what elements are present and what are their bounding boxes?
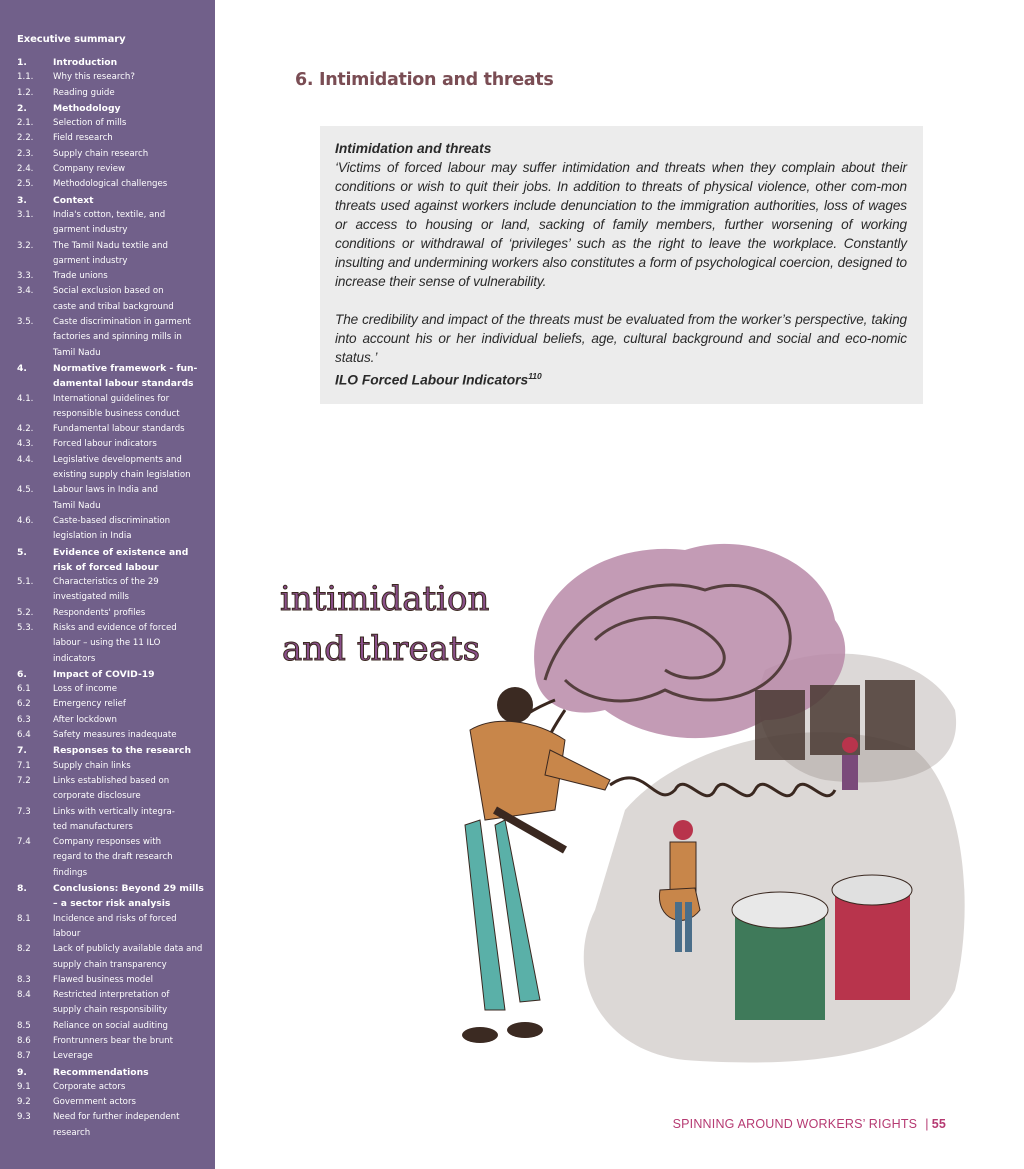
toc-number [0, 330, 53, 345]
toc-item[interactable] [0, 1049, 215, 1064]
toc-item[interactable] [0, 1126, 215, 1141]
toc-label: Labour laws in India and [53, 485, 158, 496]
toc-item[interactable] [0, 835, 215, 850]
toc-item[interactable] [0, 162, 215, 177]
toc-number: 5.1. [17, 577, 34, 588]
toc-label: Reliance on social auditing [53, 1020, 168, 1031]
quote-box [320, 126, 923, 404]
toc-number: 3.4. [17, 286, 34, 297]
supervisor-figure [462, 687, 610, 1043]
toc-item[interactable] [0, 912, 215, 927]
toc-item[interactable] [0, 468, 215, 483]
toc-number: 6.2 [17, 699, 31, 710]
toc-item[interactable] [0, 376, 215, 391]
toc-label: ted manufacturers [53, 821, 133, 832]
toc-number [0, 254, 53, 269]
page-footer [673, 1117, 946, 1131]
toc-label: Risks and evidence of forced [53, 622, 177, 633]
toc-label: Restricted interpretation of [53, 990, 170, 1001]
toc-item[interactable] [0, 606, 215, 621]
toc-item[interactable] [0, 131, 215, 146]
toc-executive-summary[interactable]: Executive summary [17, 34, 126, 45]
toc-item[interactable] [0, 70, 215, 85]
toc-number: 6. [17, 668, 27, 680]
toc-number: 3. [17, 194, 27, 206]
toc-number: 8.7 [17, 1051, 31, 1062]
toc-number: 3.5. [17, 317, 34, 328]
toc-number: 9.1 [17, 1081, 31, 1092]
distant-worker-figure [842, 737, 858, 790]
toc-number [0, 1126, 53, 1141]
section-title: 6. Intimidation and threats [295, 70, 554, 90]
toc-number [0, 866, 53, 881]
toc-number: 4.5. [17, 485, 34, 496]
toc-item[interactable] [0, 407, 215, 422]
toc-label: Reading guide [53, 87, 115, 98]
toc-number: 4.1. [17, 393, 34, 404]
toc-item[interactable] [0, 55, 215, 70]
toc-number: 3.3. [17, 271, 34, 282]
toc-label: legislation in India [53, 531, 132, 542]
toc-item[interactable] [0, 177, 215, 192]
toc-item[interactable] [0, 422, 215, 437]
toc-label: Government actors [53, 1097, 136, 1108]
toc-label: Lack of publicly available data and [53, 944, 203, 955]
toc-number: 8.6 [17, 1036, 31, 1046]
toc-number: 5.3. [17, 622, 34, 633]
toc-label: Social exclusion based on [53, 286, 164, 297]
toc-item[interactable] [0, 820, 215, 835]
toc-item[interactable] [0, 713, 215, 728]
page-content [215, 0, 1024, 1169]
quote-source-text: ILO Forced Labour Indicators [335, 372, 529, 388]
toc-item[interactable] [0, 850, 215, 865]
toc-item[interactable] [0, 101, 215, 116]
toc-label: labour [53, 928, 81, 939]
toc-label: After lockdown [53, 714, 117, 725]
toc-label: Emergency relief [53, 699, 126, 710]
toc-number: 1.1. [17, 72, 34, 83]
toc-label: Recommendations [53, 1066, 149, 1078]
toc-item[interactable] [0, 361, 215, 376]
toc-label: Need for further independent [53, 1112, 180, 1123]
toc-label: garment industry [53, 255, 128, 266]
toc-item[interactable] [0, 1110, 215, 1125]
toc-number: 8.4 [17, 990, 31, 1001]
illustration-lettering: intimidation [280, 579, 490, 619]
toc-label: Trade unions [53, 271, 108, 282]
toc-label: Introduction [53, 57, 118, 68]
toc-number: 2.2. [17, 133, 34, 144]
toc-label: Methodology [53, 102, 121, 114]
toc-item[interactable] [0, 284, 215, 299]
toc-number: 8.2 [17, 944, 31, 955]
toc-number: 9. [17, 1066, 27, 1078]
red-can [835, 890, 910, 1000]
toc-item[interactable] [0, 208, 215, 223]
toc-number: 7. [17, 745, 27, 757]
toc-number: 3.1. [17, 209, 34, 220]
toc-item[interactable] [0, 958, 215, 973]
toc-label: indicators [53, 653, 96, 664]
toc-label: Respondents' profiles [53, 607, 146, 618]
toc-number [0, 346, 53, 361]
toc-number: 4.4. [17, 454, 34, 465]
toc-item[interactable] [0, 239, 215, 254]
toc-label: Fundamental labour standards [53, 424, 185, 435]
toc-item[interactable] [0, 269, 215, 284]
toc-number [0, 468, 53, 483]
toc-label: existing supply chain legislation [53, 470, 191, 481]
table-of-contents-sidebar [0, 0, 215, 1169]
toc-item[interactable] [0, 392, 215, 407]
toc-item[interactable] [0, 1065, 215, 1080]
toc-item[interactable] [0, 805, 215, 820]
toc-label: Links with vertically integra- [53, 806, 175, 817]
toc-item[interactable] [0, 697, 215, 712]
toc-number: 8.1 [17, 913, 31, 924]
toc-item[interactable] [0, 896, 215, 911]
toc-number [0, 652, 53, 667]
toc-number: 9.3 [17, 1112, 31, 1123]
toc-label: investigated mills [53, 592, 130, 603]
toc-number [0, 789, 53, 804]
toc-label: Normative framework - fun- [53, 362, 198, 374]
toc-number: 7.1 [17, 760, 31, 771]
toc-item[interactable] [0, 193, 215, 208]
toc-item[interactable] [0, 1034, 215, 1049]
toc-label: Forced labour indicators [53, 439, 157, 450]
toc-label: corporate disclosure [53, 791, 141, 802]
toc-item[interactable] [0, 86, 215, 101]
toc-label: findings [53, 867, 88, 878]
toc-label: Safety measures inadequate [53, 730, 177, 741]
toc-number [0, 636, 53, 651]
toc-item[interactable] [0, 789, 215, 804]
toc-label: Methodological challenges [53, 179, 168, 190]
toc-label: Leverage [53, 1051, 93, 1062]
toc-item[interactable] [0, 942, 215, 957]
toc-item[interactable] [0, 545, 215, 560]
toc-label: Tamil Nadu [53, 347, 101, 358]
toc-item[interactable] [0, 315, 215, 330]
toc-label: Characteristics of the 29 [53, 577, 159, 588]
toc-label: Context [53, 194, 94, 206]
toc-label: supply chain responsibility [53, 1005, 168, 1016]
toc-label: responsible business conduct [53, 408, 180, 419]
toc-number: 1.2. [17, 87, 34, 98]
toc-label: Company review [53, 164, 126, 175]
toc-number: 8. [17, 883, 27, 895]
toc-number: 5. [17, 546, 27, 558]
toc-number [0, 850, 53, 865]
toc-label: Evidence of existence and [53, 546, 189, 558]
toc-label: – a sector risk analysis [53, 898, 171, 910]
toc-label: Conclusions: Beyond 29 mills [53, 883, 204, 895]
toc-label: Impact of COVID-19 [53, 668, 155, 680]
toc-label: regard to the draft research [53, 852, 173, 863]
toc-number: 4.6. [17, 515, 34, 526]
quote-title: Intimidation and threats [335, 141, 492, 156]
page-number: 55 [931, 1117, 946, 1131]
toc-number [0, 560, 53, 575]
toc-item[interactable] [0, 621, 215, 636]
toc-number: 7.2 [17, 775, 31, 786]
quote-paragraph-1: ‘Victims of forced labour may suffer intimidation and threats when they complain about their conditions or wish to quit their jobs. In addition to threats of physical violence, other com-mon threats used against workers include denunciation to the immigration authorities, loss of wages or access to housing or land, sacking of family members, further worsening of working conditions or withdrawal of ‘privileges’ such as the right to leave the workplace. Constantly insulting and undermining workers also constitutes a form of psychological coercion, designed to increase their sense of vulnerability. [335, 160, 907, 289]
cotton-top-2 [832, 875, 912, 905]
toc-item[interactable] [0, 652, 215, 667]
toc-item[interactable] [0, 1019, 215, 1034]
toc-label: damental labour standards [53, 378, 194, 390]
toc-number: 4. [17, 362, 27, 374]
toc-item[interactable] [0, 1003, 215, 1018]
cotton-top [732, 892, 828, 928]
toc-number: 6.1 [17, 684, 31, 695]
toc-label: International guidelines for [53, 393, 170, 404]
toc-label: Loss of income [53, 684, 118, 695]
toc-item[interactable] [0, 300, 215, 315]
quote-paragraph-2: The credibility and impact of the threats must be evaluated from the worker’s perspective, taking into account his or her individual beliefs, age, cultural background and social and eco-nomic status.’ [335, 312, 907, 365]
toc-label: garment industry [53, 225, 128, 236]
toc-number [0, 958, 53, 973]
toc-number: 2.4. [17, 164, 34, 175]
toc-item[interactable] [0, 1095, 215, 1110]
toc-label: Caste discrimination in garment [53, 317, 191, 328]
toc-item[interactable] [0, 437, 215, 452]
toc-number [0, 407, 53, 422]
footer-separator: | [925, 1117, 929, 1131]
toc-item[interactable] [0, 881, 215, 896]
toc-label: labour – using the 11 ILO [53, 638, 161, 649]
toc-item[interactable] [0, 254, 215, 269]
intimidation-illustration [265, 490, 985, 1090]
toc-label: Supply chain research [53, 148, 149, 159]
toc-item[interactable] [0, 330, 215, 345]
toc-number: 4.2. [17, 424, 34, 435]
toc-item[interactable] [0, 743, 215, 758]
toc-label: Caste-based discrimination [53, 515, 171, 526]
toc-item[interactable] [0, 560, 215, 575]
toc-label: caste and tribal background [53, 301, 174, 312]
toc-label: Why this research? [53, 72, 135, 83]
toc-item[interactable] [0, 453, 215, 468]
toc-item[interactable] [0, 514, 215, 529]
toc-label: Incidence and risks of forced [53, 913, 177, 924]
toc-number [0, 927, 53, 942]
toc-item[interactable] [0, 973, 215, 988]
toc-item[interactable] [0, 147, 215, 162]
toc-number [0, 590, 53, 605]
toc-item[interactable] [0, 483, 215, 498]
toc-number [0, 376, 53, 391]
toc-label: Corporate actors [53, 1081, 126, 1092]
toc-number: 6.4 [17, 730, 31, 741]
toc-item[interactable] [0, 866, 215, 881]
toc-item[interactable] [0, 988, 215, 1003]
toc-number [0, 223, 53, 238]
toc-label: supply chain transparency [53, 959, 167, 970]
toc-number [0, 1003, 53, 1018]
toc-number [0, 499, 53, 514]
toc-label: research [53, 1127, 91, 1138]
toc-number [0, 896, 53, 911]
toc-label: Selection of mills [53, 118, 127, 129]
toc-label: factories and spinning mills in [53, 332, 182, 343]
quote-source [335, 367, 907, 390]
toc-label: Links established based on [53, 775, 170, 786]
toc-number: 7.4 [17, 837, 31, 848]
toc-number [0, 529, 53, 544]
toc-item[interactable] [0, 927, 215, 942]
toc-number: 4.3. [17, 439, 34, 450]
toc-number: 2.1. [17, 118, 34, 129]
toc-label: Frontrunners bear the brunt [53, 1036, 173, 1046]
toc-label: Flawed business model [53, 974, 154, 985]
toc-item[interactable] [0, 346, 215, 361]
toc-item[interactable] [0, 590, 215, 605]
toc-label: Company responses with [53, 837, 162, 848]
toc-item[interactable] [0, 636, 215, 651]
toc-item[interactable] [0, 529, 215, 544]
toc-label: Legislative developments and [53, 454, 182, 465]
toc-item[interactable] [0, 116, 215, 131]
toc-item[interactable] [0, 667, 215, 682]
toc-number: 8.5 [17, 1020, 31, 1031]
toc-number: 2.3. [17, 148, 34, 159]
toc-item[interactable] [0, 499, 215, 514]
publication-title: SPINNING AROUND WORKERS’ RIGHTS [672, 1117, 918, 1131]
toc-number [0, 300, 53, 315]
toc-number: 1. [17, 57, 27, 68]
toc-item[interactable] [0, 682, 215, 697]
toc-label: Tamil Nadu [53, 500, 101, 511]
toc-number: 3.2. [17, 240, 34, 251]
toc-list [0, 55, 215, 1141]
toc-number: 5.2. [17, 607, 34, 618]
toc-label: Field research [53, 133, 113, 144]
toc-label: India's cotton, textile, and [53, 209, 166, 220]
toc-item[interactable] [0, 223, 215, 238]
toc-item[interactable] [0, 575, 215, 590]
toc-item[interactable] [0, 774, 215, 789]
toc-number [0, 820, 53, 835]
toc-number: 9.2 [17, 1097, 31, 1108]
toc-label: Responses to the research [53, 745, 192, 757]
footnote-ref[interactable]: 110 [528, 371, 542, 381]
toc-item[interactable] [0, 728, 215, 743]
illustration-lettering: and threats [282, 629, 481, 669]
toc-number: 2.5. [17, 179, 34, 190]
toc-number: 8.3 [17, 974, 31, 985]
toc-label: Supply chain links [53, 760, 131, 771]
toc-item[interactable] [0, 1080, 215, 1095]
toc-label: The Tamil Nadu textile and [53, 240, 168, 251]
toc-number: 6.3 [17, 714, 31, 725]
toc-number: 7.3 [17, 806, 31, 817]
toc-number: 2. [17, 102, 27, 114]
toc-label: risk of forced labour [53, 561, 159, 573]
toc-item[interactable] [0, 759, 215, 774]
spinning-cans-back [755, 680, 915, 760]
